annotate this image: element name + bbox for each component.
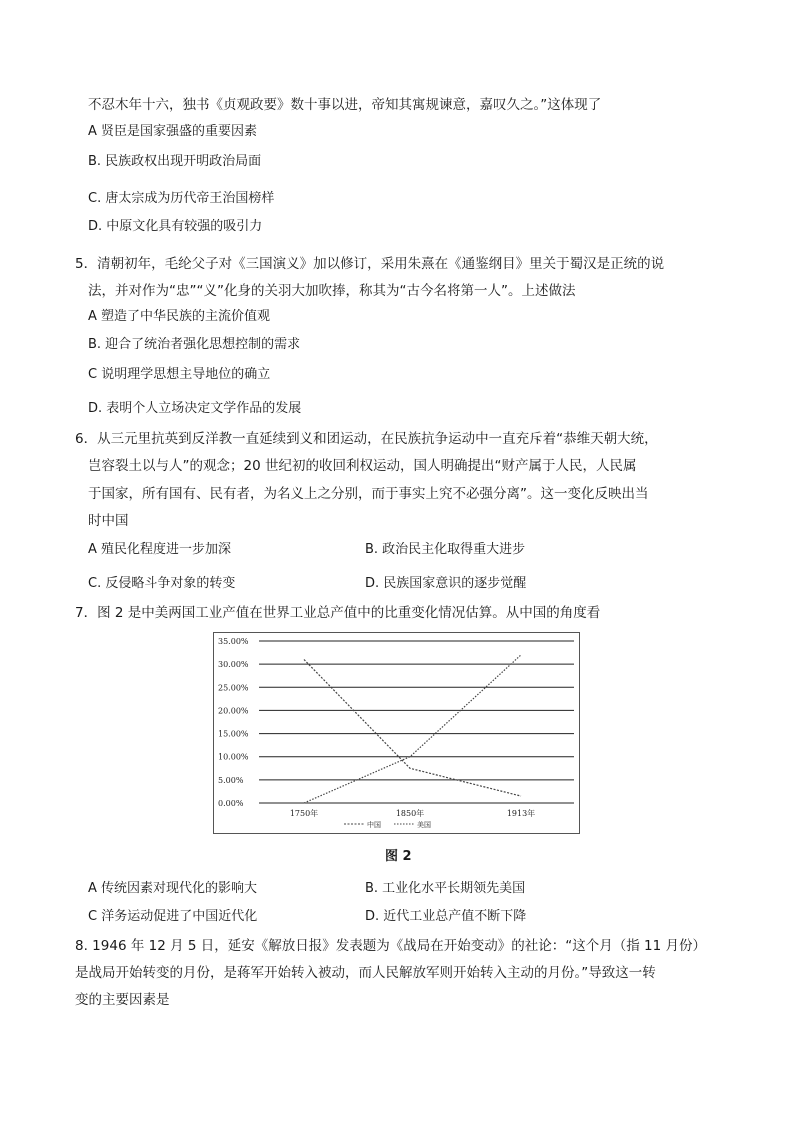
q5-option-d: D. 表明个人立场决定文学作品的发展	[88, 401, 302, 416]
x-tick-label: 1750年	[289, 809, 319, 818]
q7-option-b: B. 工业化水平长期领先美国	[365, 881, 526, 896]
y-tick-label: 10.00%	[218, 752, 249, 762]
series-line-0	[304, 660, 521, 797]
q5-stem-line1: 5．清朝初年，毛纶父子对《三国演义》加以修订，采用朱熹在《通鉴纲目》里关于蜀汉是正统的说	[75, 256, 665, 272]
y-tick-label: 35.00%	[218, 637, 249, 646]
q6-option-a: A 殖民化程度进一步加深	[88, 542, 232, 557]
q6-option-d: D. 民族国家意识的逐步觉醒	[365, 576, 527, 591]
q6-stem-line2: 岂容裂土以与人”的观念；20 世纪初的收回利权运动，国人明确提出“财产属于人民，人民属	[88, 458, 637, 474]
q8-stem-line1: 8. 1946 年 12 月 5 日，延安《解放日报》发表题为《战局在开始变动》的社论：“这个月（指 11 月份）	[75, 938, 707, 954]
figure-caption: 图 2	[385, 849, 412, 864]
series-line-1	[304, 655, 521, 803]
legend-label: 中国	[367, 821, 381, 829]
q7-option-c: C 洋务运动促进了中国近代化	[88, 909, 258, 924]
q5-stem-line2: 法，并对作为“忠”“义”化身的关羽大加吹捧，称其为“古今名将第一人”。上述做法	[88, 283, 576, 299]
x-tick-label: 1850年	[395, 809, 425, 818]
q6-option-b: B. 政治民主化取得重大进步	[365, 542, 526, 557]
y-tick-label: 20.00%	[218, 706, 249, 716]
q5-option-c: C 说明理学思想主导地位的确立	[88, 367, 271, 382]
q6-stem-line1: 6．从三元里抗英到反洋教一直延续到义和团运动，在民族抗争运动中一直充斥着“恭维天朝大统，	[75, 431, 658, 447]
q4-option-d: D. 中原文化具有较强的吸引力	[88, 219, 263, 234]
y-tick-label: 25.00%	[218, 683, 249, 693]
q6-stem-line3: 于国家，所有国有、民有者，为名义上之分别，而于事实上究不必强分离”。这一变化反映出当	[88, 486, 649, 502]
q8-stem-line3: 变的主要因素是	[75, 992, 170, 1008]
q4-option-c: C. 唐太宗成为历代帝王治国榜样	[88, 191, 275, 206]
q5-option-b: B. 迎合了统治者强化思想控制的需求	[88, 337, 301, 352]
q6-stem-line4: 时中国	[88, 513, 129, 529]
y-tick-label: 0.00%	[218, 799, 244, 808]
q7-option-a: A 传统因素对现代化的影响大	[88, 881, 258, 896]
q8-stem-line2: 是战局开始转变的月份，是蒋军开始转入被动，而人民解放军则开始转入主动的月份。”导致这一转	[75, 965, 656, 981]
x-tick-label: 1913年	[506, 809, 536, 818]
q7-option-d: D. 近代工业总产值不断下降	[365, 909, 527, 924]
q7-stem-line1: 7．图 2 是中美两国工业产值在世界工业总产值中的比重变化情况估算。从中国的角度看	[75, 605, 601, 621]
chart-svg	[214, 633, 579, 833]
y-tick-label: 15.00%	[218, 729, 249, 739]
q5-option-a: A 塑造了中华民族的主流价值观	[88, 309, 271, 324]
y-tick-label: 5.00%	[218, 775, 244, 785]
q4-stem-continuation: 不忍木年十六，独书《贞观政要》数十事以进，帝知其寓规谏意，嘉叹久之。”这体现了	[88, 97, 602, 113]
q4-option-a: A 贤臣是国家强盛的重要因素	[88, 124, 258, 139]
figure-2-chart	[213, 632, 580, 834]
y-tick-label: 30.00%	[218, 660, 249, 670]
q6-option-c: C. 反侵略斗争对象的转变	[88, 576, 236, 591]
legend-label: 美国	[417, 821, 431, 829]
q4-option-b: B. 民族政权出现开明政治局面	[88, 154, 262, 169]
